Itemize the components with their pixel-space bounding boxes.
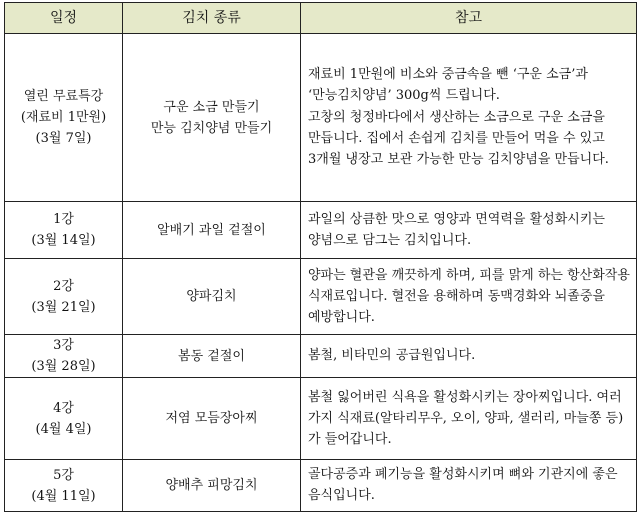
kimchi-type-line: 저염 모듬장아찌	[165, 411, 258, 426]
schedule-cell	[5, 378, 123, 460]
kimchi-type-line: 양배추 피망김치	[165, 478, 258, 493]
table-row	[5, 34, 637, 202]
schedule-line: (3월 7일)	[35, 131, 92, 146]
schedule-cell	[5, 202, 123, 259]
note-cell	[301, 378, 637, 460]
table-row	[5, 202, 637, 259]
note-paragraph: 과일의 상큼한 맛으로 영양과 면역력을 활성화시키는 양념으로 담그는 김치입니다.	[308, 211, 605, 248]
schedule-line: (3월 28일)	[31, 359, 96, 374]
note-cell	[301, 460, 637, 512]
note-cell	[301, 34, 637, 202]
note-cell	[301, 259, 637, 335]
note-paragraph: 봄철, 비타민의 공급원입니다.	[308, 348, 476, 363]
note-paragraph: 양파는 혈관을 깨끗하게 하며, 피를 맑게 하는 항산화작용 식재료입니다. 혈전을 용해하며 동맥경화와 뇌졸중을 예방합니다.	[308, 267, 630, 325]
schedule-cell	[5, 335, 123, 378]
kimchi-type-line: 만능 김치양념 만들기	[150, 120, 273, 136]
note-cell	[301, 202, 637, 259]
note-paragraph: 봄철 잃어버린 식욕을 활성화시키는 장아찌입니다. 여러 가지 식재료(알타리무우, 오이, 양파, 샐러리, 마늘쫑 등)가 들어갑니다.	[308, 389, 624, 447]
header-row	[5, 3, 637, 34]
schedule-line: 4강	[53, 400, 74, 416]
kimchi-type-cell	[123, 202, 301, 259]
schedule-line: 열린 무료특강	[23, 89, 104, 104]
note-cell	[301, 335, 637, 378]
table-row	[5, 259, 637, 335]
schedule-line: (4월 11일)	[31, 488, 96, 504]
schedule-line: (재료비 1만원)	[20, 110, 107, 125]
kimchi-class-schedule-table	[4, 2, 637, 512]
kimchi-type-cell	[123, 259, 301, 335]
schedule-line: (3월 21일)	[31, 299, 96, 315]
kimchi-type-cell	[123, 460, 301, 512]
note-paragraph: 골다공증과 폐기능을 활성화시키며 뼈와 기관지에 좋은 음식입니다.	[308, 467, 618, 503]
schedule-line: (3월 14일)	[31, 233, 96, 248]
header-notes: 참고	[301, 3, 637, 34]
note-paragraph: 고창의 청정바다에서 생산하는 소금으로 구운 소금을 만듭니다. 집에서 손쉽게 김치를 만들어 먹을 수 있고 3개월 냉장고 보관 가능한 만능 김치양념을 만듭니다.	[308, 110, 609, 167]
schedule-line: 1강	[53, 212, 74, 227]
table-row	[5, 335, 637, 378]
schedule-line: 2강	[53, 278, 74, 294]
schedule-line: 3강	[53, 338, 74, 353]
schedule-line: 5강	[53, 467, 74, 483]
header-schedule: 일정	[5, 3, 123, 34]
header-kimchi-type: 김치 종류	[123, 3, 301, 34]
schedule-cell	[5, 460, 123, 512]
kimchi-type-cell	[123, 335, 301, 378]
schedule-cell	[5, 259, 123, 335]
table-row	[5, 460, 637, 512]
kimchi-type-line: 구운 소금 만들기	[163, 99, 260, 115]
kimchi-type-cell	[123, 34, 301, 202]
schedule-cell	[5, 34, 123, 202]
kimchi-type-line: 양파김치	[186, 289, 237, 304]
kimchi-type-cell	[123, 378, 301, 460]
kimchi-type-line: 봄동 겉절이	[178, 348, 245, 364]
table-row	[5, 378, 637, 460]
kimchi-type-line: 알배기 과일 겉절이	[157, 222, 266, 238]
note-paragraph: 재료비 1만원에 비소와 중금속을 뺀 ‘구운 소금’과 ‘만능김치양념’ 300g씩 드립니다.	[308, 67, 588, 103]
schedule-line: (4월 4일)	[35, 421, 92, 437]
